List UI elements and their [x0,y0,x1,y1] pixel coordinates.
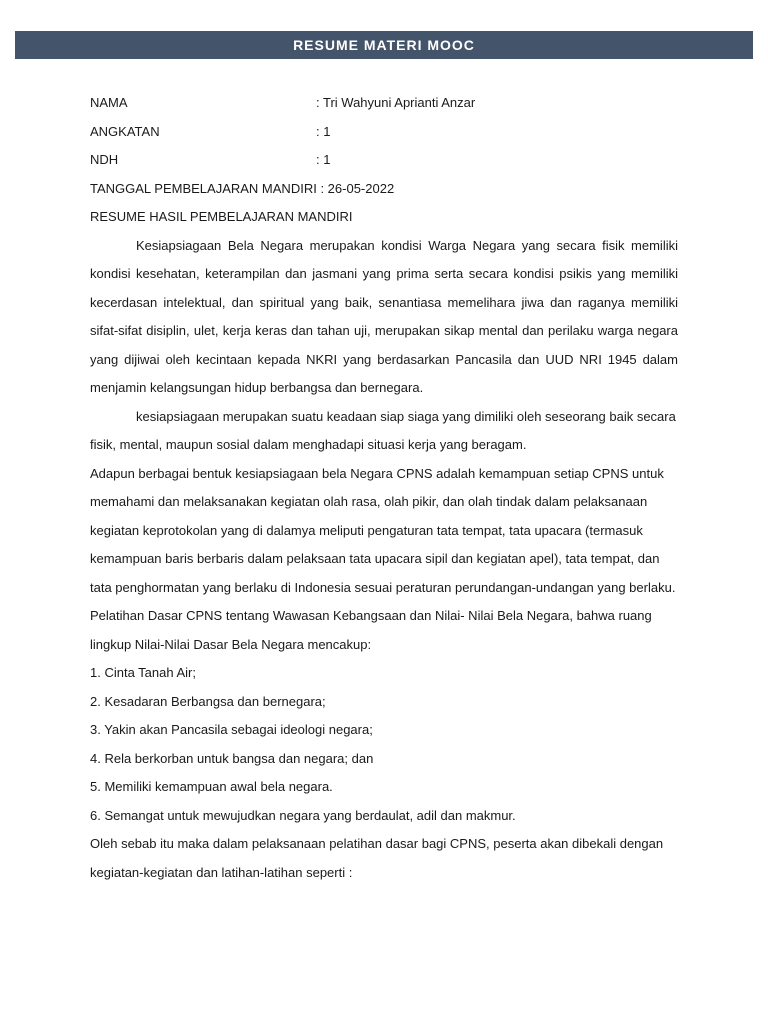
meta-row-angkatan [90,118,678,147]
list-item: 6. Semangat untuk mewujudkan negara yang berdaulat, adil dan makmur. [90,807,516,823]
list-item: 1. Cinta Tanah Air; [90,665,196,680]
angkatan-value: : 1 [316,123,331,139]
title-banner [15,31,753,59]
document-title: RESUME MATERI MOOC [293,37,475,53]
tanggal-value: : 26-05-2022 [320,180,395,196]
meta-row-ndh [90,146,678,175]
ndh-value: : 1 [316,152,331,167]
tanggal-label: TANGGAL PEMBELAJARAN MANDIRI [90,180,317,196]
list-item: 5. Memiliki kemampuan awal bela negara. [90,779,333,794]
nilai-dasar-list [90,659,678,830]
paragraph-kesiapsiagaan-bela-negara: Kesiapsiagaan Bela Negara merupakan kondisi Warga Negara yang secara fisik memiliki kondisi kesehatan, keterampilan dan jasmani yang prima serta secara kondisi psikis yang memiliki kecerdasan intelektual, dan spiritual yang baik, senantiasa memelihara jiwa dan raganya memiliki sifat-sifat disiplin, ulet, kerja keras dan tahan uji, merupakan sikap mental dan perilaku warga negara yang dijiwai oleh kecintaan kepada NKRI yang berdasarkan Pancasila dan UUD NRI 1945 dalam menjamin kelangsungan hidup berbangsa dan bernegara. [90,237,678,395]
nama-label: NAMA [90,95,128,110]
ndh-label: NDH [90,152,119,167]
angkatan-label: ANGKATAN [90,123,160,139]
paragraph-bentuk-kesiapsiagaan: Adapun berbagai bentuk kesiapsiagaan bela Negara CPNS adalah kemampuan setiap CPNS untuk memahami dan melaksanakan kegiatan olah rasa, olah pikir, dan olah tindak dalam pelaksanaan kegiatan keprotokolan yang di dalamya meliputi pengaturan tata tempat, tata upacara (termasuk kemampuan baris berbaris dalam pelaksaan tata upacara sipil dan kegiatan apel), tata tempat, dan tata penghormatan yang berlaku di Indonesia sesuai peraturan perundangan-undangan yang berlaku. [90,465,676,595]
list-item: 2. Kesadaran Berbangsa dan bernegara; [90,693,326,709]
nama-value: : Tri Wahyuni Aprianti Anzar [316,95,476,110]
section-heading: RESUME HASIL PEMBELAJARAN MANDIRI [90,209,353,224]
paragraph-pelatihan-dasar: Oleh sebab itu maka dalam pelaksanaan pelatihan dasar bagi CPNS, peserta akan dibekali dengan kegiatan-kegiatan dan latihan-latihan seperti : [90,836,664,880]
paragraph-kesiapsiagaan-definisi: kesiapsiagaan merupakan suatu keadaan siap siaga yang dimiliki oleh seseorang baik secara fisik, mental, maupun sosial dalam menghadapi situasi kerja yang beragam. [90,408,676,452]
paragraph-nilai-bela-negara: Pelatihan Dasar CPNS tentang Wawasan Kebangsaan dan Nilai- Nilai Bela Negara, bahwa ruang lingkup Nilai-Nilai Dasar Bela Negara mencakup: [90,608,652,652]
document-body [90,89,678,887]
list-item: 4. Rela berkorban untuk bangsa dan negara; dan [90,750,374,766]
list-item: 3. Yakin akan Pancasila sebagai ideologi negara; [90,722,373,737]
meta-row-nama [90,89,678,118]
meta-row-tanggal [90,175,678,204]
